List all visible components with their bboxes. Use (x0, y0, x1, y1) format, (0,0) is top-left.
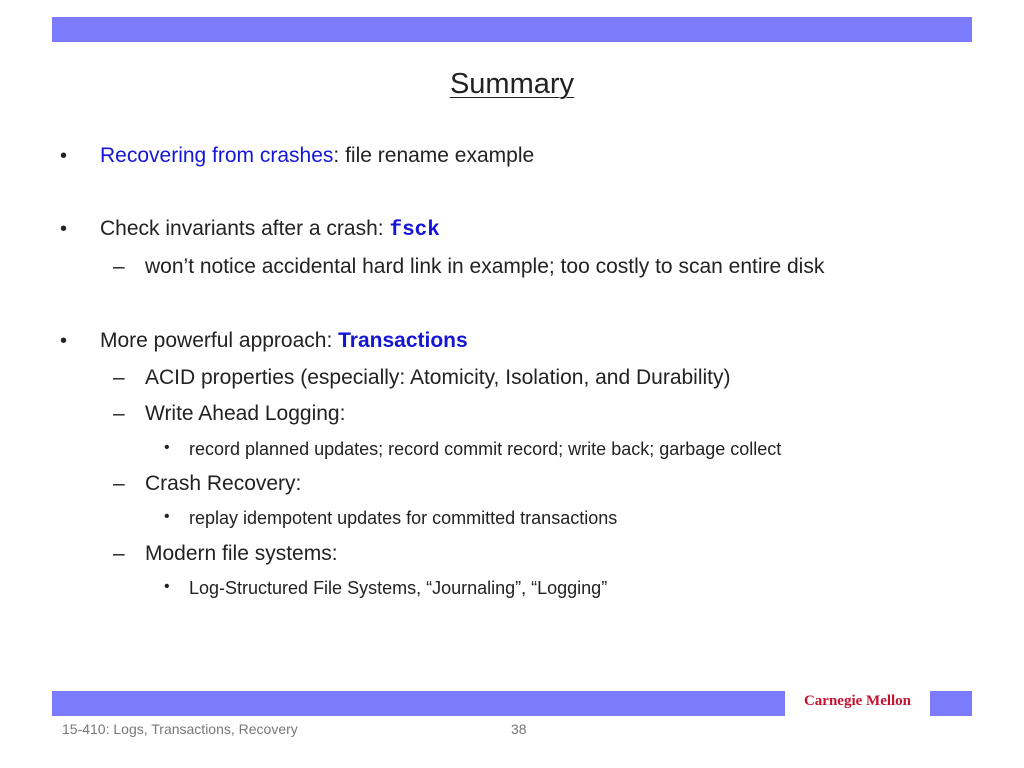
cmu-wordmark: Carnegie Mellon (803, 693, 912, 709)
dash-marker: – (113, 472, 125, 495)
dash-marker: – (113, 542, 125, 565)
sub-item-wal: Write Ahead Logging: (145, 402, 346, 425)
transactions-highlight: Transactions (338, 329, 468, 352)
sub-item-fsck-limit: won’t notice accidental hard link in example; too costly to scan entire disk (145, 255, 825, 278)
fsck-code: fsck (389, 219, 440, 242)
bullet-powerful-approach (100, 329, 468, 353)
footer-course-title: 15-410: Logs, Transactions, Recovery (62, 721, 298, 737)
sub-item-crash-recovery: Crash Recovery: (145, 472, 302, 495)
bullet-text: More powerful approach: (100, 329, 339, 352)
bullet-marker: • (60, 218, 68, 240)
dash-marker: – (113, 366, 125, 389)
bottom-accent-bar-right (930, 691, 972, 716)
bottom-accent-bar-left (52, 691, 785, 716)
sub-item-acid: ACID properties (especially: Atomicity, Isolation, and Durability) (145, 366, 731, 389)
sub-sub-item-log-structured: Log-Structured File Systems, “Journaling”, “Logging” (189, 578, 608, 598)
dash-marker: – (113, 255, 125, 278)
sub-sub-item-replay: replay idempotent updates for committed transactions (189, 508, 618, 528)
bullet-marker: • (164, 508, 170, 525)
sub-item-modern-fs: Modern file systems: (145, 542, 338, 565)
bullet-marker: • (60, 330, 68, 352)
bullet-marker: • (164, 439, 170, 456)
bullet-text: Check invariants after a crash: (100, 217, 390, 240)
bullet-recovering (100, 144, 534, 168)
bullet-rest-text: : file rename example (333, 144, 535, 167)
recovering-link-text: Recovering from crashes (100, 144, 334, 167)
sub-sub-item-wal-steps: record planned updates; record commit record; write back; garbage collect (189, 439, 782, 459)
top-accent-bar (52, 17, 972, 42)
slide-title: Summary (449, 68, 575, 100)
dash-marker: – (113, 402, 125, 425)
bullet-marker: • (60, 145, 68, 167)
bullet-check-invariants (100, 217, 440, 242)
bullet-marker: • (164, 578, 170, 595)
page-number: 38 (511, 721, 527, 737)
